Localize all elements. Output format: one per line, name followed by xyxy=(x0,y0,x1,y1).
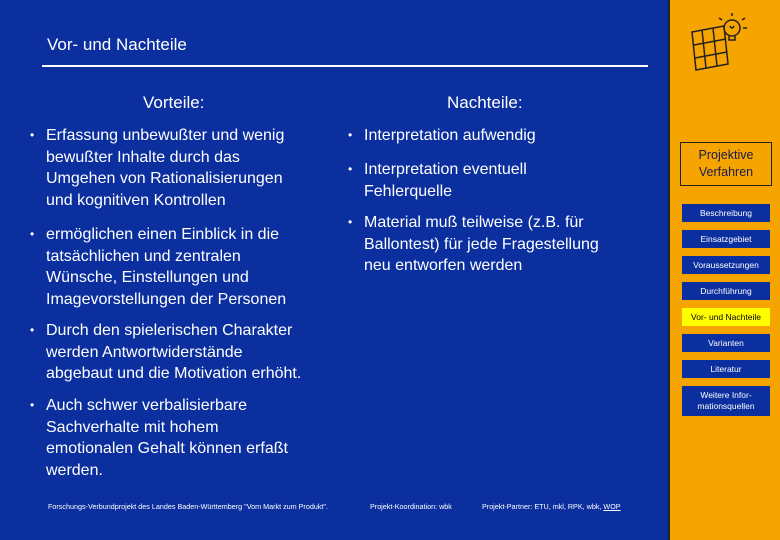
bullet-icon: • xyxy=(348,128,353,142)
bullet-icon: • xyxy=(348,162,353,176)
section-title-box: Projektive Verfahren xyxy=(680,142,772,186)
bullet-icon: • xyxy=(30,323,35,337)
vorteil-item: • Erfassung unbewußter und wenig bewußter Inhalte durch das Umgehen von Rationalisierungen und kognitiven Kontrollen xyxy=(30,127,285,209)
nav-item-einsatzgebiet[interactable]: Einsatzgebiet xyxy=(682,230,770,248)
nachteile-heading: Nachteile: xyxy=(447,93,523,112)
bullet-icon: • xyxy=(30,227,35,241)
nav-item-voraussetzungen[interactable]: Voraussetzungen xyxy=(682,256,770,274)
nachteil-item: • Material muß teilweise (z.B. für Ballontest) für jede Fragestellung neu entworfen werden xyxy=(348,214,599,274)
lightbulb-grid-logo-icon xyxy=(686,12,750,72)
vorteil-item: • Durch den spielerischen Charakter werden Antwortwiderstände abgebaut und die Motivation erhöht. xyxy=(30,322,302,382)
footer-partners: Projekt-Partner: ETU, mkl, RPK, wbk, WOP xyxy=(482,502,621,511)
nav-item-literatur[interactable]: Literatur xyxy=(682,360,770,378)
vorteil-item: • Auch schwer verbalisierbare Sachverhalte mit hohem emotionalen Gehalt können erfaßt werden. xyxy=(30,397,288,479)
title-divider xyxy=(42,65,648,67)
nachteil-item: • Interpretation eventuell Fehlerquelle xyxy=(348,161,527,200)
bullet-icon: • xyxy=(348,215,353,229)
footer-coordination: Projekt-Koordination: wbk xyxy=(370,502,452,511)
nachteil-item: • Interpretation aufwendig xyxy=(364,125,536,147)
bullet-icon: • xyxy=(30,398,35,412)
nav-item-varianten[interactable]: Varianten xyxy=(682,334,770,352)
nav-item-weitere-informationsquellen[interactable]: Weitere Infor- mationsquellen xyxy=(682,386,770,416)
footer-project: Forschungs-Verbundprojekt des Landes Baden-Württemberg "Vom Markt zum Produkt". xyxy=(48,502,328,511)
vorteil-item: • ermöglichen einen Einblick in die tatsächlichen und zentralen Wünsche, Einstellungen und Imagevorstellungen der Personen xyxy=(30,226,287,308)
page-title: Vor- und Nachteile xyxy=(47,35,187,54)
vorteile-heading: Vorteile: xyxy=(143,93,205,112)
nav-item-vor-und-nachteile[interactable]: Vor- und Nachteile xyxy=(682,308,770,326)
nav-item-beschreibung[interactable]: Beschreibung xyxy=(682,204,770,222)
nav-item-durchfuehrung[interactable]: Durchführung xyxy=(682,282,770,300)
sidebar xyxy=(668,0,780,540)
footer-partner-link[interactable]: WOP xyxy=(603,502,621,511)
bullet-icon: • xyxy=(30,128,35,142)
